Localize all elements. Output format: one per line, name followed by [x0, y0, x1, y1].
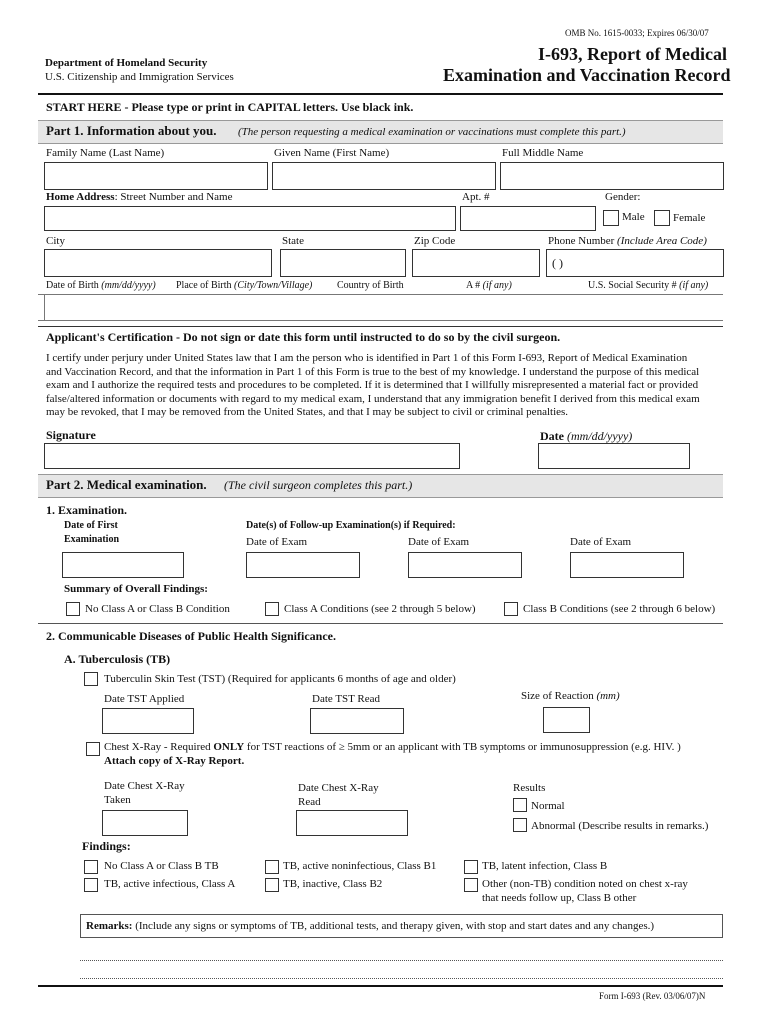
apt-label: Apt. # [462, 191, 490, 203]
class-b-checkbox[interactable] [504, 602, 518, 616]
part2-note: (The civil surgeon completes this part.) [224, 478, 413, 492]
finding-active-noninf-checkbox[interactable] [265, 860, 279, 874]
findings-heading: Findings: [82, 839, 131, 853]
dob-row-bottom [38, 320, 723, 321]
normal-checkbox[interactable] [513, 798, 527, 812]
department-name: Department of Homeland Security [45, 57, 208, 69]
finding-latent-label: TB, latent infection, Class B [482, 860, 608, 872]
phone-label: Phone Number (Include Area Code) [548, 235, 707, 247]
first-exam-label-2: Examination [64, 534, 120, 545]
certification-title: Applicant's Certification - Do not sign or date this form until instructed to do so by the civil surgeon. [46, 330, 561, 344]
zip-input[interactable] [412, 249, 540, 277]
followup-date2-label: Date of Exam [408, 536, 470, 548]
followup-date3-label: Date of Exam [570, 536, 632, 548]
reaction-size-label: Size of Reaction (mm) [521, 690, 620, 702]
phone-area-code-parens: ( ) [552, 256, 563, 270]
xray-read-input[interactable] [296, 810, 408, 836]
city-input[interactable] [44, 249, 272, 277]
part2-title: Part 2. Medical examination. [46, 477, 207, 492]
pob-label: Place of Birth (City/Town/Village) [176, 280, 313, 291]
finding-no-class-label: No Class A or Class B TB [104, 860, 219, 872]
class-a-label: Class A Conditions (see 2 through 5 below) [284, 603, 476, 615]
phone-input[interactable] [546, 249, 724, 277]
cob-label: Country of Birth [337, 280, 404, 291]
xray-taken-label-1: Date Chest X-Ray [104, 780, 185, 792]
start-here-instruction: START HERE - Please type or print in CAPITAL letters. Use black ink. [46, 100, 414, 114]
female-label: Female [673, 212, 706, 224]
header-rule [38, 93, 723, 95]
given-name-label: Given Name (First Name) [274, 147, 390, 159]
diseases-rule [38, 623, 723, 624]
given-name-input[interactable] [272, 162, 496, 190]
xray-read-label-1: Date Chest X-Ray [298, 782, 379, 794]
finding-inactive-checkbox[interactable] [265, 878, 279, 892]
date-label: Date (mm/dd/yyyy) [540, 429, 633, 443]
followup-date1-label: Date of Exam [246, 536, 308, 548]
followup-date2-input[interactable] [408, 552, 522, 578]
tst-applied-input[interactable] [102, 708, 194, 734]
zip-label: Zip Code [414, 235, 456, 247]
certification-line: exam and I authorize the required tests and procedures to be completed. If it is determined that I willfully misrepresented a material fact or provided [46, 379, 699, 391]
certification-text [46, 352, 726, 420]
part1-title: Part 1. Information about you. [46, 123, 217, 138]
first-exam-date-input[interactable] [62, 552, 184, 578]
finding-active-inf-checkbox[interactable] [84, 878, 98, 892]
abnormal-checkbox[interactable] [513, 818, 527, 832]
part1-note: (The person requesting a medical examination or vaccinations must complete this part.) [238, 126, 626, 138]
finding-active-inf-label: TB, active infectious, Class A [104, 878, 236, 890]
class-b-label: Class B Conditions (see 2 through 6 below) [523, 603, 716, 615]
form-title-line2: Examination and Vaccination Record [443, 65, 731, 85]
omb-number: OMB No. 1615-0033; Expires 06/30/07 [565, 28, 709, 38]
normal-label: Normal [531, 800, 565, 812]
male-checkbox[interactable] [603, 210, 619, 226]
signature-input[interactable] [44, 443, 460, 469]
certification-line: may be revoked, that I may be removed from the United States, and that I may be subject to civil or criminal penalties. [46, 406, 569, 418]
apt-input[interactable] [460, 206, 596, 231]
summary-findings-label: Summary of Overall Findings: [64, 583, 208, 595]
class-a-checkbox[interactable] [265, 602, 279, 616]
followup-date1-input[interactable] [246, 552, 360, 578]
finding-active-noninf-label: TB, active noninfectious, Class B1 [283, 860, 437, 872]
family-name-input[interactable] [44, 162, 268, 190]
abnormal-label: Abnormal (Describe results in remarks.) [531, 820, 709, 832]
results-label: Results [513, 782, 546, 794]
finding-no-class-checkbox[interactable] [84, 860, 98, 874]
signature-date-input[interactable] [538, 443, 690, 469]
reaction-size-input[interactable] [543, 707, 590, 733]
tst-read-input[interactable] [310, 708, 404, 734]
gender-label: Gender: [605, 191, 641, 203]
remarks-line[interactable] [80, 960, 723, 961]
xray-taken-input[interactable] [102, 810, 188, 836]
tst-label: Tuberculin Skin Test (TST) (Required for applicants 6 months of age and older) [104, 673, 456, 685]
finding-latent-checkbox[interactable] [464, 860, 478, 874]
examination-heading: 1. Examination. [46, 503, 128, 517]
dob-field-divider [44, 294, 45, 320]
state-input[interactable] [280, 249, 406, 277]
remarks-label: Remarks: (Include any signs or symptoms of TB, additional tests, and therapy given, with stop and start dates and any changes.) [86, 920, 655, 932]
remarks-line[interactable] [80, 978, 723, 979]
xray-taken-label-2: Taken [104, 794, 131, 806]
dob-label: Date of Birth (mm/dd/yyyy) [46, 280, 156, 291]
home-address-label: Home Address: Street Number and Name [46, 191, 233, 203]
tst-checkbox[interactable] [84, 672, 98, 686]
ssn-label: U.S. Social Security # (if any) [588, 280, 709, 291]
tst-applied-label: Date TST Applied [104, 693, 185, 705]
finding-other-label-1: Other (non-TB) condition noted on chest x-ray [482, 878, 688, 890]
male-label: Male [622, 211, 645, 223]
middle-name-label: Full Middle Name [502, 147, 584, 159]
xray-checkbox[interactable] [86, 742, 100, 756]
no-class-checkbox[interactable] [66, 602, 80, 616]
a-number-label: A # (if any) [466, 280, 512, 291]
finding-inactive-label: TB, inactive, Class B2 [283, 878, 383, 890]
state-label: State [282, 235, 304, 247]
finding-other-checkbox[interactable] [464, 878, 478, 892]
certification-line: I certify under perjury under United States law that I am the person who is identified in Part 1 of this Form I-693, Report of Medical Examination [46, 352, 688, 364]
finding-other-label-2: that needs follow up, Class B other [482, 892, 637, 904]
form-revision: Form I-693 (Rev. 03/06/07)N [599, 991, 706, 1001]
footer-rule [38, 985, 723, 987]
dob-row-line [38, 294, 723, 295]
xray-requirement: Chest X-Ray - Required ONLY for TST reactions of ≥ 5mm or an applicant with TB symptoms or immunosuppression (e.g. HIV. ) [104, 741, 681, 753]
city-label: City [46, 235, 65, 247]
followup-date3-input[interactable] [570, 552, 684, 578]
certification-line: false/altered information or documents with regard to my medical exam, I understand that any immigration benefit I derived from this medical exam [46, 392, 700, 405]
family-name-label: Family Name (Last Name) [46, 147, 165, 159]
followup-heading: Date(s) of Follow-up Examination(s) if Required: [246, 520, 456, 531]
xray-attach-note: Attach copy of X-Ray Report. [104, 755, 245, 767]
street-input[interactable] [44, 206, 456, 231]
xray-read-label-2: Read [298, 796, 321, 808]
diseases-heading: 2. Communicable Diseases of Public Health Significance. [46, 629, 336, 643]
form-title-line1: I-693, Report of Medical [538, 44, 727, 64]
middle-name-input[interactable] [500, 162, 724, 190]
tb-heading: A. Tuberculosis (TB) [64, 652, 171, 666]
certification-line: and Vaccination Record, and that the information in Part 1 of this Form is true to the best of my knowledge. I understand the purpose of this medical [46, 365, 700, 378]
no-class-label: No Class A or Class B Condition [85, 603, 230, 615]
first-exam-label-1: Date of First [64, 520, 118, 531]
tst-read-label: Date TST Read [312, 693, 381, 705]
female-checkbox[interactable] [654, 210, 670, 226]
signature-label: Signature [46, 428, 96, 442]
certification-rule [38, 326, 723, 327]
agency-name: U.S. Citizenship and Immigration Services [45, 71, 234, 83]
